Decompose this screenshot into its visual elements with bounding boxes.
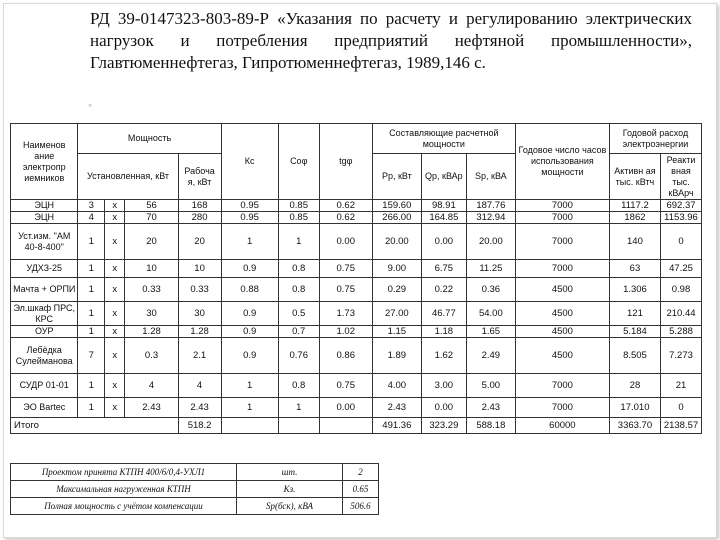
cell-pw: 30 [178, 302, 221, 326]
cell-act: 17.010 [609, 398, 660, 418]
cell-hours: 7000 [515, 374, 609, 398]
cell-pr: 20.00 [372, 224, 421, 260]
cell-pw: 2.43 [178, 398, 221, 418]
cell-p1: 4 [125, 374, 178, 398]
row-name: Лебёдка Сулейманова [11, 338, 78, 374]
cell-pr: 1.89 [372, 338, 421, 374]
cell-n: 1 [78, 374, 105, 398]
cell-cos: 0.8 [278, 260, 319, 278]
cell-p1: 56 [125, 200, 178, 212]
summary-row [11, 464, 379, 481]
table-row [11, 278, 702, 302]
cell-hours: 4500 [515, 338, 609, 374]
cell-sr: 312.94 [466, 212, 515, 224]
summary-row [11, 481, 379, 498]
cell-hours: 4500 [515, 302, 609, 326]
cell-cos: 1 [278, 224, 319, 260]
cell-tg: 0.62 [319, 200, 372, 212]
cell-tg: 0.75 [319, 278, 372, 302]
cell-hours: 7000 [515, 212, 609, 224]
total-label: Итого [11, 418, 179, 434]
cell-sr: 0.36 [466, 278, 515, 302]
document-reference: РД 39-0147323-803-89-Р «Указания по расчету и регулированию электрических нагрузок и потребления предприятий нефтяной промышленности», Главтюменнефтегаз, Гипротюменнефтегаз, 1989,146 с. [90, 9, 692, 72]
cell-react: 0.98 [661, 278, 702, 302]
cell-p1: 1.28 [125, 326, 178, 338]
total-row [11, 418, 702, 434]
row-name: ЭЦН [11, 200, 78, 212]
cell-p1: 30 [125, 302, 178, 326]
cell-p1: 70 [125, 212, 178, 224]
cell-tg: 1.73 [319, 302, 372, 326]
cell-qr: 0.00 [421, 224, 466, 260]
total-active: 3363.70 [609, 418, 660, 434]
cell-x: х [105, 260, 125, 278]
cell-react: 210.44 [661, 302, 702, 326]
total-pr: 491.36 [372, 418, 421, 434]
cell-act: 8.505 [609, 338, 660, 374]
col-header-kc: Кс [221, 124, 278, 200]
cell-sr: 1.65 [466, 326, 515, 338]
cell-n: 3 [78, 200, 105, 212]
total-sr: 588.18 [466, 418, 515, 434]
cell-act: 63 [609, 260, 660, 278]
cell-p1: 20 [125, 224, 178, 260]
cell-pr: 4.00 [372, 374, 421, 398]
table-row [11, 224, 702, 260]
cell-tg: 0.62 [319, 212, 372, 224]
summary-row [11, 498, 379, 515]
cell-x: х [105, 302, 125, 326]
row-name: Уст.изм. "АМ 40-8-400" [11, 224, 78, 260]
cell-qr: 3.00 [421, 374, 466, 398]
cell-pr: 266.00 [372, 212, 421, 224]
table-row [11, 338, 702, 374]
cell-kc: 1 [221, 398, 278, 418]
cell-cos: 0.85 [278, 200, 319, 212]
summary-unit: Sр(бск), кВА [237, 498, 343, 515]
cell-hours: 4500 [515, 278, 609, 302]
cell-cos: 0.85 [278, 212, 319, 224]
col-header-cos: Соφ [278, 124, 319, 200]
total-reactive: 2138.57 [661, 418, 702, 434]
summary-table [10, 463, 379, 515]
cell-pr: 0.29 [372, 278, 421, 302]
cell-sr: 5.00 [466, 374, 515, 398]
total-hours: 60000 [515, 418, 609, 434]
cell-react: 0 [661, 398, 702, 418]
row-name: ЭО Bartec [11, 398, 78, 418]
cell-sr: 2.49 [466, 338, 515, 374]
cell-pr: 1.15 [372, 326, 421, 338]
cell-x: х [105, 278, 125, 302]
cell-hours: 7000 [515, 260, 609, 278]
total-qr: 323.29 [421, 418, 466, 434]
cell-react: 21 [661, 374, 702, 398]
cell-pw: 10 [178, 260, 221, 278]
cell-kc: 0.95 [221, 200, 278, 212]
cell-sr: 11.25 [466, 260, 515, 278]
cell-sr: 54.00 [466, 302, 515, 326]
summary-unit: шт. [237, 464, 343, 481]
col-header-working: Рабоча я, кВт [178, 154, 221, 200]
cell-pw: 168 [178, 200, 221, 212]
cell-hours: 7000 [515, 398, 609, 418]
row-name: УДХЗ-25 [11, 260, 78, 278]
cell-react: 5.288 [661, 326, 702, 338]
cell-x: х [105, 374, 125, 398]
cell-cos: 0.7 [278, 326, 319, 338]
cell-pr: 2.43 [372, 398, 421, 418]
summary-unit: Кз. [237, 481, 343, 498]
cell-n: 1 [78, 224, 105, 260]
cell-tg: 0.00 [319, 224, 372, 260]
cell-x: х [105, 338, 125, 374]
cell-react: 692.37 [661, 200, 702, 212]
cell-n: 4 [78, 212, 105, 224]
load-calculation-table [10, 123, 702, 434]
cell-kc: 1 [221, 374, 278, 398]
cell-tg: 0.00 [319, 398, 372, 418]
cell-cos: 1 [278, 398, 319, 418]
row-name: ЭЦН [11, 212, 78, 224]
cell-x: х [105, 398, 125, 418]
cell-pw: 0.33 [178, 278, 221, 302]
col-header-pr: Рр, кВт [372, 154, 421, 200]
table-row [11, 212, 702, 224]
cell-cos: 0.8 [278, 278, 319, 302]
cell-n: 7 [78, 338, 105, 374]
row-name: Мачта + ОРПИ [11, 278, 78, 302]
cell-kc: 1 [221, 224, 278, 260]
cell-act: 121 [609, 302, 660, 326]
cell-pw: 280 [178, 212, 221, 224]
cell-hours: 7000 [515, 224, 609, 260]
cell-n: 1 [78, 302, 105, 326]
cell-hours: 7000 [515, 200, 609, 212]
cell-act: 28 [609, 374, 660, 398]
col-header-annual: Годовой расход электроэнергии [609, 124, 701, 154]
cell-act: 1.306 [609, 278, 660, 302]
cell-qr: 0.22 [421, 278, 466, 302]
cell-qr: 164.85 [421, 212, 466, 224]
cell-p1: 2.43 [125, 398, 178, 418]
total-working: 518.2 [178, 418, 221, 434]
cell-cos: 0.8 [278, 374, 319, 398]
cell-qr: 98.91 [421, 200, 466, 212]
cell-hours: 4500 [515, 326, 609, 338]
cell-x: х [105, 200, 125, 212]
cell-x: х [105, 224, 125, 260]
cell-pw: 2.1 [178, 338, 221, 374]
cell-kc: 0.9 [221, 260, 278, 278]
table-row [11, 326, 702, 338]
row-name: Эл.шкаф ПРС, КРС [11, 302, 78, 326]
col-header-hours: Годовое число часов использования мощности [515, 124, 609, 200]
cell-n: 1 [78, 398, 105, 418]
cell-p1: 10 [125, 260, 178, 278]
cell-qr: 1.62 [421, 338, 466, 374]
col-header-tg: tgφ [319, 124, 372, 200]
cell-pr: 27.00 [372, 302, 421, 326]
cell-pr: 159.60 [372, 200, 421, 212]
cell-kc: 0.88 [221, 278, 278, 302]
col-header-components: Составляющие расчетной мощности [372, 124, 515, 154]
cell-n: 1 [78, 278, 105, 302]
table-row [11, 200, 702, 212]
table-row [11, 302, 702, 326]
col-header-reactive: Реакти вная тыс. кВАрч [661, 154, 702, 200]
cell-qr: 0.00 [421, 398, 466, 418]
row-name: ОУР [11, 326, 78, 338]
cell-cos: 0.76 [278, 338, 319, 374]
cell-tg: 0.75 [319, 260, 372, 278]
summary-label: Проектом принята КТПН 400/6/0,4-УХЛ1 [11, 464, 237, 481]
summary-value: 506.6 [343, 498, 379, 515]
cell-tg: 0.75 [319, 374, 372, 398]
cell-qr: 1.18 [421, 326, 466, 338]
table-row [11, 374, 702, 398]
summary-value: 0.65 [343, 481, 379, 498]
col-header-qr: Qр, кВАр [421, 154, 466, 200]
cell-kc: 0.9 [221, 338, 278, 374]
col-header-sr: Sр, кВА [466, 154, 515, 200]
cell-p1: 0.33 [125, 278, 178, 302]
cell-pr: 9.00 [372, 260, 421, 278]
cell-react: 7.273 [661, 338, 702, 374]
cell-cos: 0.5 [278, 302, 319, 326]
bullet-mark: ◦ [88, 98, 93, 112]
cell-act: 1117.2 [609, 200, 660, 212]
cell-pw: 4 [178, 374, 221, 398]
cell-tg: 1.02 [319, 326, 372, 338]
cell-act: 1862 [609, 212, 660, 224]
cell-x: х [105, 326, 125, 338]
cell-kc: 0.95 [221, 212, 278, 224]
cell-kc: 0.9 [221, 326, 278, 338]
cell-react: 1153.96 [661, 212, 702, 224]
cell-act: 5.184 [609, 326, 660, 338]
cell-pw: 20 [178, 224, 221, 260]
summary-label: Полная мощность с учётом компенсации [11, 498, 237, 515]
cell-qr: 6.75 [421, 260, 466, 278]
table-row [11, 260, 702, 278]
cell-act: 140 [609, 224, 660, 260]
cell-x: х [105, 212, 125, 224]
cell-pw: 1.28 [178, 326, 221, 338]
col-header-name: Наименов ание электропр иемников [11, 124, 78, 200]
cell-react: 0 [661, 224, 702, 260]
cell-qr: 46.77 [421, 302, 466, 326]
row-name: СУДР 01-01 [11, 374, 78, 398]
col-header-active: Активн ая тыс. кВтч [609, 154, 660, 200]
cell-sr: 187.76 [466, 200, 515, 212]
table-row [11, 398, 702, 418]
cell-tg: 0.86 [319, 338, 372, 374]
summary-label: Максимальная нагруженная КТПН [11, 481, 237, 498]
summary-value: 2 [343, 464, 379, 481]
cell-n: 1 [78, 260, 105, 278]
cell-sr: 20.00 [466, 224, 515, 260]
cell-p1: 0.3 [125, 338, 178, 374]
col-header-power: Мощность [78, 124, 221, 154]
col-header-installed: Установленная, кВт [78, 154, 178, 200]
cell-kc: 0.9 [221, 302, 278, 326]
cell-sr: 2.43 [466, 398, 515, 418]
cell-n: 1 [78, 326, 105, 338]
cell-react: 47.25 [661, 260, 702, 278]
